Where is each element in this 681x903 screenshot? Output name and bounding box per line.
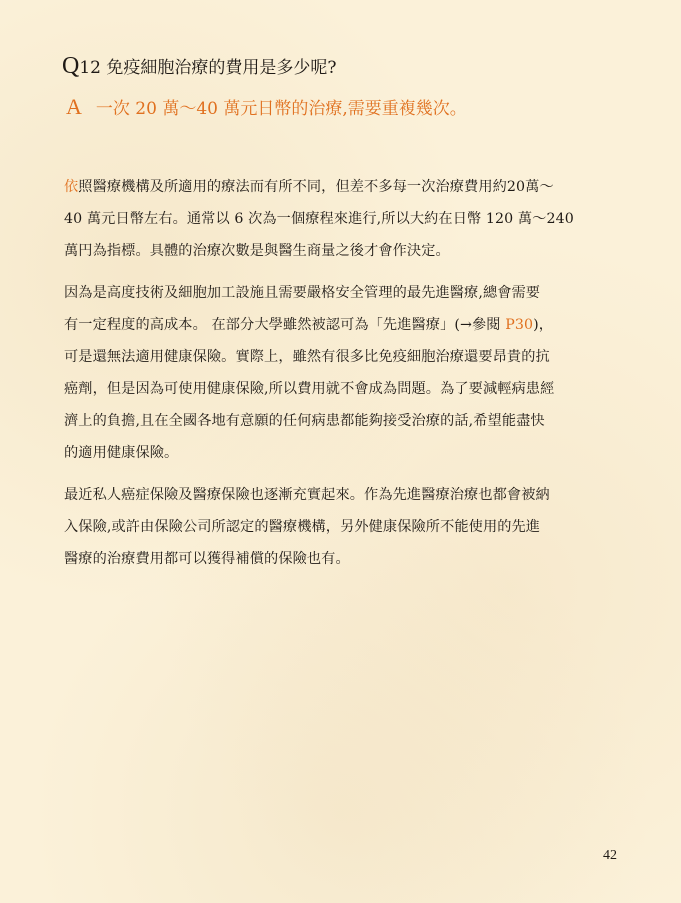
line: 有一定程度的高成本。 在部分大學雖然被認可為「先進醫療」(→參閱 [64,317,506,333]
line: )， [533,317,554,333]
page-reference-link[interactable]: P30 [505,317,534,333]
paragraph-1 [64,171,620,267]
answer-letter: A [66,94,82,119]
line: 醫療的治療費用都可以獲得補償的保險也有。 [64,551,350,567]
line: 濟上的負擔,且在全國各地有意願的任何病患都能夠接受治療的話,希望能盡快 [64,413,545,429]
question-letter: Q [62,53,80,79]
drop-char: 依 [64,179,79,195]
line: 癌劑，但是因為可使用健康保險,所以費用就不會成為問題。為了要減輕病患經 [64,381,555,397]
answer-heading [66,95,467,121]
paragraph-3 [64,479,620,575]
answer-body [64,171,620,585]
line: 照醫療機構及所適用的療法而有所不同，但差不多每一次治療費用約20萬～ [78,179,554,195]
line: 40 萬元日幣左右。通常以 6 次為一個療程來進行,所以大約在日幣 120 萬～240 [64,211,574,227]
line: 入保險,或許由保險公司所認定的醫療機構，另外健康保險所不能使用的先進 [64,519,541,535]
question-heading [62,54,337,80]
answer-text: 一次 20 萬～40 萬元日幣的治療,需要重複幾次。 [95,99,467,119]
line: 的適用健康保險。 [64,445,179,461]
line: 因為是高度技術及細胞加工設施且需要嚴格安全管理的最先進醫療,總會需要 [64,285,541,301]
paragraph-2 [64,277,620,469]
line: 萬円為指標。具體的治療次數是與醫生商量之後才會作決定。 [64,243,450,259]
page-number: 42 [603,848,617,863]
line: 可是還無法適用健康保險。實際上，雖然有很多比免疫細胞治療還要昂貴的抗 [64,349,550,365]
question-text: 12 免疫細胞治療的費用是多少呢? [79,58,337,78]
line: 最近私人癌症保險及醫療保險也逐漸充實起來。作為先進醫療治療也都會被納 [64,487,550,503]
